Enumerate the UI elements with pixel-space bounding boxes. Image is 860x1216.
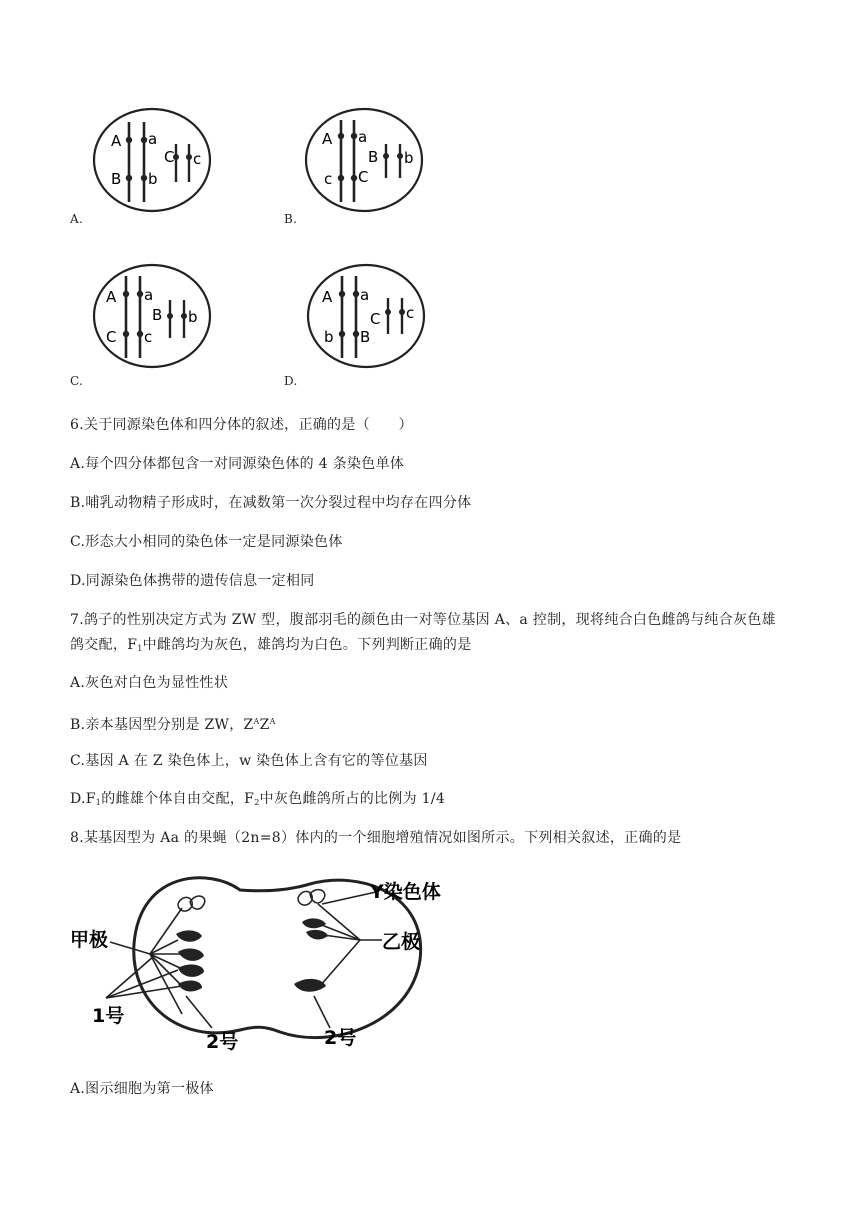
q6-stem: 6.关于同源染色体和四分体的叙述，正确的是（ ） xyxy=(70,417,413,433)
chromosome-2-right-label: 2号 xyxy=(324,1027,357,1049)
gene-label: A xyxy=(322,288,333,306)
gene-label: a xyxy=(144,286,154,304)
gene-label: C xyxy=(106,328,117,346)
q6-option-b: B.哺乳动物精子形成时，在减数第一次分裂过程中均存在四分体 xyxy=(70,495,472,511)
figure-option-a xyxy=(92,106,222,222)
q7-stem-line2: 鸽交配，$F_1$中雌鸽均为灰色，雄鸽均为白色。下列判断正确的是 xyxy=(70,637,472,653)
gene-label: C xyxy=(358,168,369,186)
figure-option-b xyxy=(304,106,434,222)
gene-label: C xyxy=(370,310,381,328)
y-chromosome-label: Y染色体 xyxy=(370,881,441,903)
option-label-b: B. xyxy=(284,212,298,226)
q7-option-a: A.灰色对白色为显性性状 xyxy=(70,675,229,691)
gene-label: b xyxy=(324,328,334,346)
gene-label: b xyxy=(188,308,198,326)
pole-jia-label: 甲极 xyxy=(70,929,109,951)
gene-label: b xyxy=(404,149,414,167)
gene-label: B xyxy=(111,170,122,188)
q6-option-c: C.形态大小相同的染色体一定是同源染色体 xyxy=(70,534,343,550)
cell-division-diagram xyxy=(70,864,490,1064)
gene-label: a xyxy=(148,130,158,148)
gene-label: A xyxy=(111,132,122,150)
gene-label: c xyxy=(406,304,415,322)
gene-label: c xyxy=(324,170,333,188)
gene-label: A xyxy=(106,288,117,306)
pole-yi-label: 乙极 xyxy=(382,931,421,953)
q7-option-b: B.亲本基因型分别是 ZW，$Z^AZ^A$ xyxy=(70,717,276,733)
q8-option-a: A.图示细胞为第一极体 xyxy=(70,1081,214,1097)
q6-option-a: A.每个四分体都包含一对同源染色体的 4 条染色单体 xyxy=(70,456,405,472)
gene-label: a xyxy=(360,286,370,304)
option-label-c: C. xyxy=(70,374,84,388)
option-label-d: D. xyxy=(284,374,298,388)
gene-label: b xyxy=(148,170,158,188)
gene-label: B xyxy=(152,306,163,324)
gene-label: a xyxy=(358,128,368,146)
gene-label: B xyxy=(360,328,371,346)
figure-option-c xyxy=(90,262,220,378)
gene-label: c xyxy=(193,150,202,168)
q7-stem-line1: 7.鸽子的性别决定方式为 ZW 型，腹部羽毛的颜色由一对等位基因 A、a 控制，现将纯合白色雌鸽与纯合灰色雄 xyxy=(70,612,776,628)
dividing-cell-figure xyxy=(70,864,490,1068)
q8-stem: 8.某基因型为 Aa 的果蝇（2n=8）体内的一个细胞增殖情况如图所示。下列相关叙述，正确的是 xyxy=(70,830,682,846)
chromosome-1-label: 1号 xyxy=(92,1005,125,1027)
q7-option-c: C.基因 A 在 Z 染色体上，w 染色体上含有它的等位基因 xyxy=(70,753,428,769)
cell-diagram-c xyxy=(90,262,220,374)
q6-option-d: D.同源染色体携带的遗传信息一定相同 xyxy=(70,573,315,589)
cell-diagram-a xyxy=(92,106,222,218)
gene-label: C xyxy=(164,148,175,166)
gene-label: A xyxy=(322,130,333,148)
figure-option-d xyxy=(306,262,436,378)
option-label-a: A. xyxy=(70,212,84,226)
cell-diagram-d xyxy=(306,262,436,374)
gene-label: B xyxy=(368,148,379,166)
chromosome-2-left-label: 2号 xyxy=(206,1031,239,1053)
cell-diagram-b xyxy=(304,106,434,218)
q7-option-d: $D.F_1$的雌雄个体自由交配，$F_2$中灰色雌鸽所占的比例为 1/4 xyxy=(70,791,446,807)
gene-label: c xyxy=(144,328,153,346)
